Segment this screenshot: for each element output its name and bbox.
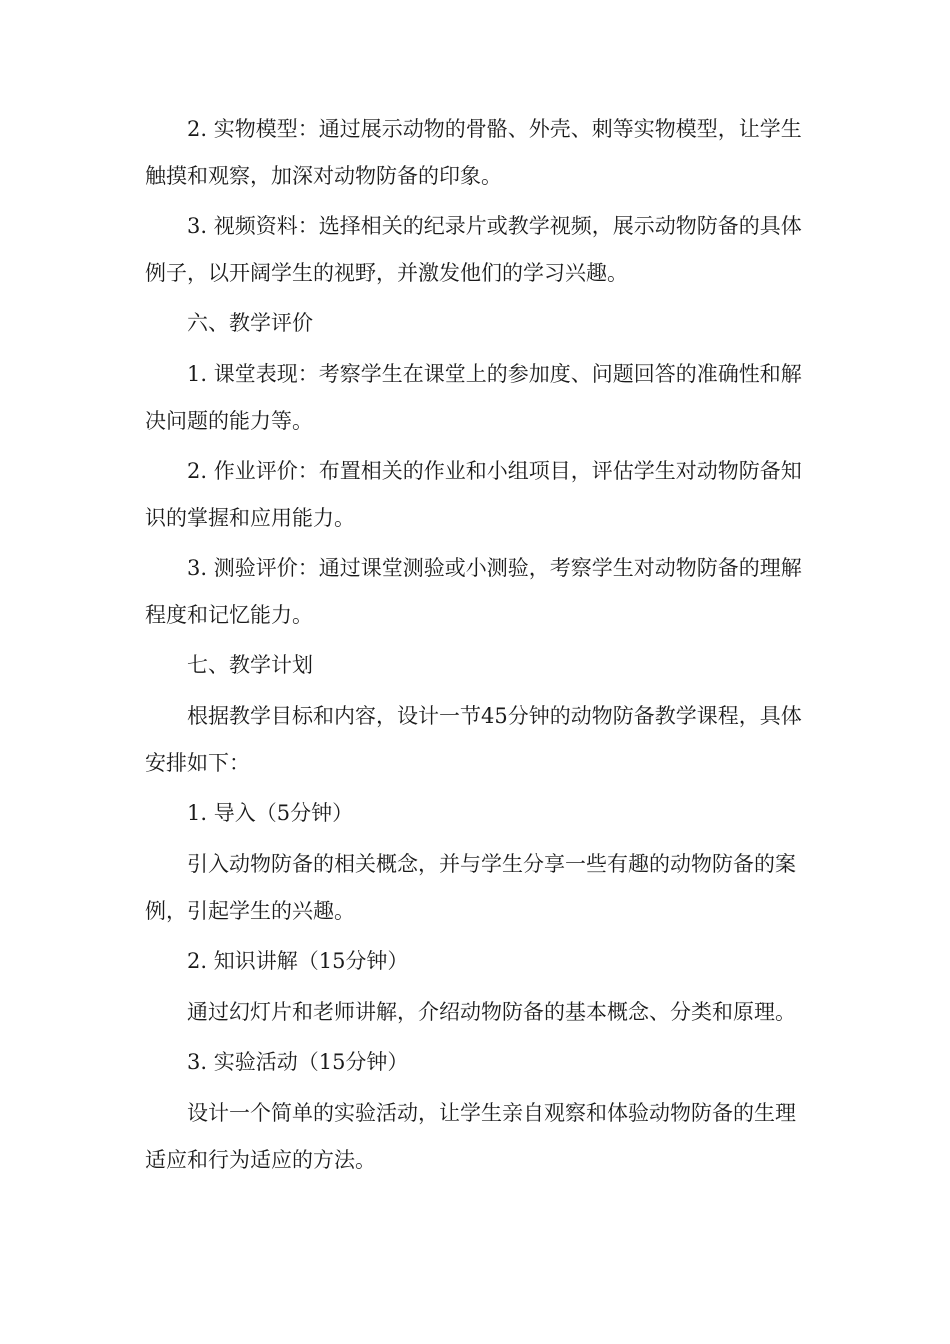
step-heading-introduction: 1. 导入（5分钟） bbox=[187, 801, 354, 825]
paragraph-experiment-detail: 设计一个简单的实验活动，让学生亲自观察和体验动物防备的生理适应和行为适应的方法。 bbox=[145, 1101, 796, 1172]
section-heading-teaching-plan: 七、教学计划 bbox=[187, 653, 313, 677]
paragraph-knowledge-detail: 通过幻灯片和老师讲解，介绍动物防备的基本概念、分类和原理。 bbox=[187, 1000, 796, 1024]
paragraph-classroom-performance: 1. 课堂表现：考察学生在课堂上的参加度、问题回答的准确性和解决问题的能力等。 bbox=[145, 362, 802, 433]
paragraph-video-materials: 3. 视频资料：选择相关的纪录片或教学视频，展示动物防备的具体例子，以开阔学生的视野，并激发他们的学习兴趣。 bbox=[145, 214, 802, 285]
paragraph-quiz-evaluation: 3. 测验评价：通过课堂测验或小测验，考察学生对动物防备的理解程度和记忆能力。 bbox=[145, 556, 802, 627]
paragraph-introduction-detail: 引入动物防备的相关概念，并与学生分享一些有趣的动物防备的案例，引起学生的兴趣。 bbox=[145, 852, 796, 923]
paragraph-homework-evaluation: 2. 作业评价：布置相关的作业和小组项目，评估学生对动物防备知识的掌握和应用能力。 bbox=[145, 459, 802, 530]
step-heading-knowledge-explanation: 2. 知识讲解（15分钟） bbox=[187, 949, 409, 973]
step-heading-experiment-activity: 3. 实验活动（15分钟） bbox=[187, 1050, 409, 1074]
paragraph-physical-models: 2. 实物模型：通过展示动物的骨骼、外壳、刺等实物模型，让学生触摸和观察，加深对动物防备的印象。 bbox=[145, 117, 802, 188]
document-body bbox=[145, 106, 805, 1187]
section-heading-teaching-evaluation: 六、教学评价 bbox=[187, 311, 313, 335]
paragraph-plan-intro: 根据教学目标和内容，设计一节45分钟的动物防备教学课程，具体安排如下： bbox=[145, 704, 802, 775]
